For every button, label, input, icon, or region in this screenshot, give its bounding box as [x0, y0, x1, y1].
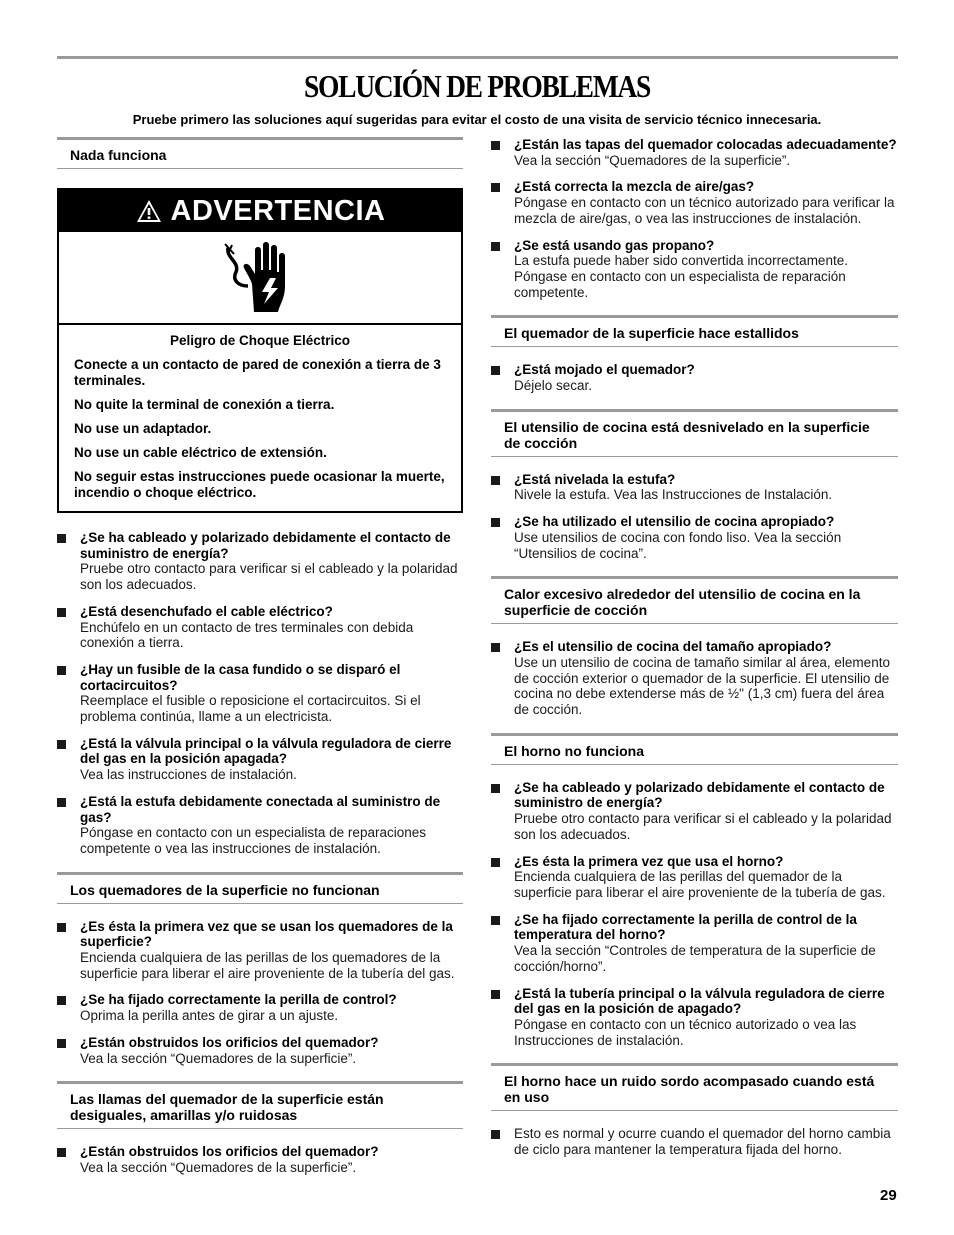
list-item — [491, 854, 898, 901]
warning-line: Conecte a un contacto de pared de conexión a tierra de 3 terminales. — [74, 357, 441, 388]
square-bullet-icon — [491, 141, 500, 150]
square-bullet-icon — [491, 183, 500, 192]
page-number: 29 — [880, 1187, 897, 1204]
list-item — [491, 639, 898, 718]
item-answer: Vea la sección “Quemadores de la superficie”. — [80, 1050, 357, 1066]
item-question: ¿Está desenchufado el cable eléctrico? — [80, 603, 333, 619]
square-bullet-icon — [491, 1130, 500, 1139]
list-item — [491, 137, 898, 168]
list-item — [57, 919, 463, 982]
square-bullet-icon — [57, 1039, 66, 1048]
item-answer: Déjelo secar. — [514, 378, 593, 394]
item-question: ¿Está la estufa debidamente conectada al suministro de gas? — [80, 793, 441, 825]
item-question: ¿Es ésta la primera vez que usa el horno? — [514, 853, 784, 869]
item-answer: Vea la sección “Controles de temperatura de la superficie de cocción/horno”. — [514, 943, 876, 974]
item-question: ¿Se ha fijado correctamente la perilla de control? — [80, 992, 397, 1008]
section-heading: Los quemadores de la superficie no funcionan — [57, 872, 463, 904]
item-question: ¿Están obstruidos los orificios del quemador? — [80, 1144, 379, 1160]
item-question: ¿Es ésta la primera vez que se usan los quemadores de la superficie? — [80, 918, 453, 950]
square-bullet-icon — [491, 242, 500, 251]
square-bullet-icon — [57, 996, 66, 1005]
intro-text: Pruebe primero las soluciones aquí sugeridas para evitar el costo de una visita de servicio técnico innecesaria. — [132, 112, 822, 127]
list-item — [491, 912, 898, 975]
section-heading: Las llamas del quemador de la superficie están desiguales, amarillas y/o ruidosas — [57, 1081, 463, 1129]
list-item — [57, 662, 463, 725]
item-question: ¿Está correcta la mezcla de aire/gas? — [514, 179, 755, 195]
item-question: ¿Está la tubería principal o la válvula reguladora de cierre del gas en la posición de apagado? — [514, 985, 885, 1017]
list-item — [491, 362, 898, 393]
square-bullet-icon — [57, 666, 66, 675]
item-answer: Encienda cualquiera de las perillas del quemador de la superficie para liberar el aire proveniente de la tubería de gas. — [514, 869, 886, 900]
warning-icon-area — [59, 232, 461, 325]
item-question: ¿Se ha utilizado el utensilio de cocina apropiado? — [514, 514, 835, 530]
top-rule — [57, 56, 898, 59]
item-question: ¿Está la válvula principal o la válvula reguladora de cierre del gas en la posición apagada? — [80, 735, 452, 767]
item-answer: Póngase en contacto con un especialista de reparaciones competente o vea las instrucciones de instalación. — [80, 825, 426, 856]
section-horno-no-funciona — [491, 733, 898, 1049]
item-question: ¿Están obstruidos los orificios del quemador? — [80, 1034, 379, 1050]
item-answer: Póngase en contacto con un técnico autorizado para verificar la mezcla de aire/gas, o vea las instrucciones de instalación. — [514, 195, 895, 226]
warning-text — [59, 325, 461, 511]
section-heading: El horno no funciona — [491, 733, 898, 765]
warning-line: No quite la terminal de conexión a tierra. — [74, 397, 335, 412]
section-estallidos — [491, 315, 898, 393]
warning-header — [59, 190, 461, 232]
section-heading: El horno hace un ruido sordo acompasado cuando está en uso — [491, 1063, 898, 1111]
item-answer: Use un utensilio de cocina de tamaño similar al área, elemento de cocción exterior o quemador de la superficie. El utensilio de cocina no debe extenderse más de ½" (1,3 cm) fuera del área de cocción. — [514, 654, 890, 718]
list-item — [57, 992, 463, 1023]
item-question: ¿Se está usando gas propano? — [514, 237, 715, 253]
item-question: ¿Se ha cableado y polarizado debidamente el contacto de suministro de energía? — [514, 779, 885, 811]
square-bullet-icon — [491, 858, 500, 867]
square-bullet-icon — [491, 990, 500, 999]
item-question: ¿Se ha cableado y polarizado debidamente el contacto de suministro de energía? — [80, 530, 451, 561]
item-answer: Reemplace el fusible o reposicione el cortacircuitos. Si el problema continúa, llame a un electricista. — [80, 693, 421, 725]
item-question: ¿Es el utensilio de cocina del tamaño apropiado? — [514, 639, 832, 655]
list-item — [491, 1126, 898, 1157]
list-item — [491, 514, 898, 561]
item-answer: Póngase en contacto con un técnico autorizado o vea las Instrucciones de instalación. — [514, 1016, 857, 1048]
item-question: ¿Está mojado el quemador? — [514, 362, 695, 378]
item-answer: La estufa puede haber sido convertida incorrectamente. Póngase en contacto con un especialista de reparación competente. — [514, 253, 848, 300]
square-bullet-icon — [57, 534, 66, 543]
warning-triangle-icon — [135, 198, 163, 224]
section-llamas-desiguales — [57, 1081, 463, 1175]
square-bullet-icon — [491, 476, 500, 485]
item-answer: Nivele la estufa. Vea las Instrucciones de Instalación. — [514, 487, 833, 503]
list-item — [57, 736, 463, 783]
item-answer: Vea la sección “Quemadores de la superficie”. — [80, 1159, 357, 1175]
square-bullet-icon — [57, 608, 66, 617]
list-item — [57, 1144, 463, 1175]
left-column — [57, 137, 463, 1187]
square-bullet-icon — [491, 784, 500, 793]
square-bullet-icon — [57, 1148, 66, 1157]
section-desnivelado — [491, 409, 898, 562]
square-bullet-icon — [57, 923, 66, 932]
square-bullet-icon — [57, 798, 66, 807]
item-answer: Esto es normal y ocurre cuando el quemador del horno cambia de ciclo para mantener la temperatura fijada del horno. — [514, 1126, 891, 1158]
item-question: ¿Se ha fijado correctamente la perilla de control de la temperatura del horno? — [514, 911, 857, 943]
page-title: SOLUCIÓN DE PROBLEMAS — [303, 68, 651, 104]
warning-line: No use un adaptador. — [74, 421, 212, 436]
list-item — [57, 794, 463, 857]
square-bullet-icon — [491, 916, 500, 925]
right-column — [491, 137, 898, 1169]
warning-line: No seguir estas instrucciones puede ocasionar la muerte, incendio o choque eléctrico. — [74, 469, 445, 500]
item-answer: Oprima la perilla antes de girar a un ajuste. — [80, 1008, 339, 1024]
section-heading: El utensilio de cocina está desnivelado en la superficie de cocción — [491, 409, 898, 457]
item-answer: Use utensilios de cocina con fondo liso. Vea la sección “Utensilios de cocina”. — [514, 529, 842, 561]
square-bullet-icon — [491, 643, 500, 652]
section-heading: Calor excesivo alrededor del utensilio de cocina en la superficie de cocción — [491, 576, 898, 624]
square-bullet-icon — [491, 518, 500, 527]
section-quemadores-no-funcionan — [57, 872, 463, 1067]
list-item — [491, 986, 898, 1049]
square-bullet-icon — [491, 366, 500, 375]
section-nada-funciona — [57, 137, 463, 857]
item-question: ¿Hay un fusible de la casa fundido o se disparó el cortacircuitos? — [80, 661, 401, 693]
list-item — [57, 604, 463, 651]
item-answer: Vea la sección “Quemadores de la superficie”. — [514, 152, 791, 168]
electric-shock-hand-icon — [224, 240, 296, 316]
item-answer: Enchúfelo en un contacto de tres terminales con debida conexión a tierra. — [80, 619, 414, 651]
item-answer: Pruebe otro contacto para verificar si el cableado y la polaridad son los adecuados. — [80, 561, 458, 593]
section-ruido-sordo — [491, 1063, 898, 1157]
item-answer: Encienda cualquiera de las perillas de los quemadores de la superficie para liberar el aire proveniente de la tubería del gas. — [80, 950, 455, 981]
warning-box — [57, 188, 463, 513]
list-item — [57, 530, 463, 593]
section-llamas-continuacion — [491, 137, 898, 300]
list-item — [491, 238, 898, 301]
warning-title: ADVERTENCIA — [170, 194, 386, 227]
item-question: ¿Están las tapas del quemador colocadas adecuadamente? — [514, 137, 897, 152]
warning-line: Peligro de Choque Eléctrico — [169, 333, 351, 348]
item-answer: Vea las instrucciones de instalación. — [80, 767, 297, 783]
list-item — [491, 179, 898, 226]
warning-line: No use un cable eléctrico de extensión. — [74, 445, 327, 460]
section-heading: Nada funciona — [57, 137, 463, 169]
item-question: ¿Está nivelada la estufa? — [514, 471, 676, 487]
section-heading: El quemador de la superficie hace estallidos — [491, 315, 898, 347]
section-calor-excesivo — [491, 576, 898, 718]
list-item — [491, 472, 898, 503]
list-item — [57, 1035, 463, 1066]
square-bullet-icon — [57, 740, 66, 749]
item-answer: Pruebe otro contacto para verificar si el cableado y la polaridad son los adecuados. — [514, 811, 892, 842]
list-item — [491, 780, 898, 843]
